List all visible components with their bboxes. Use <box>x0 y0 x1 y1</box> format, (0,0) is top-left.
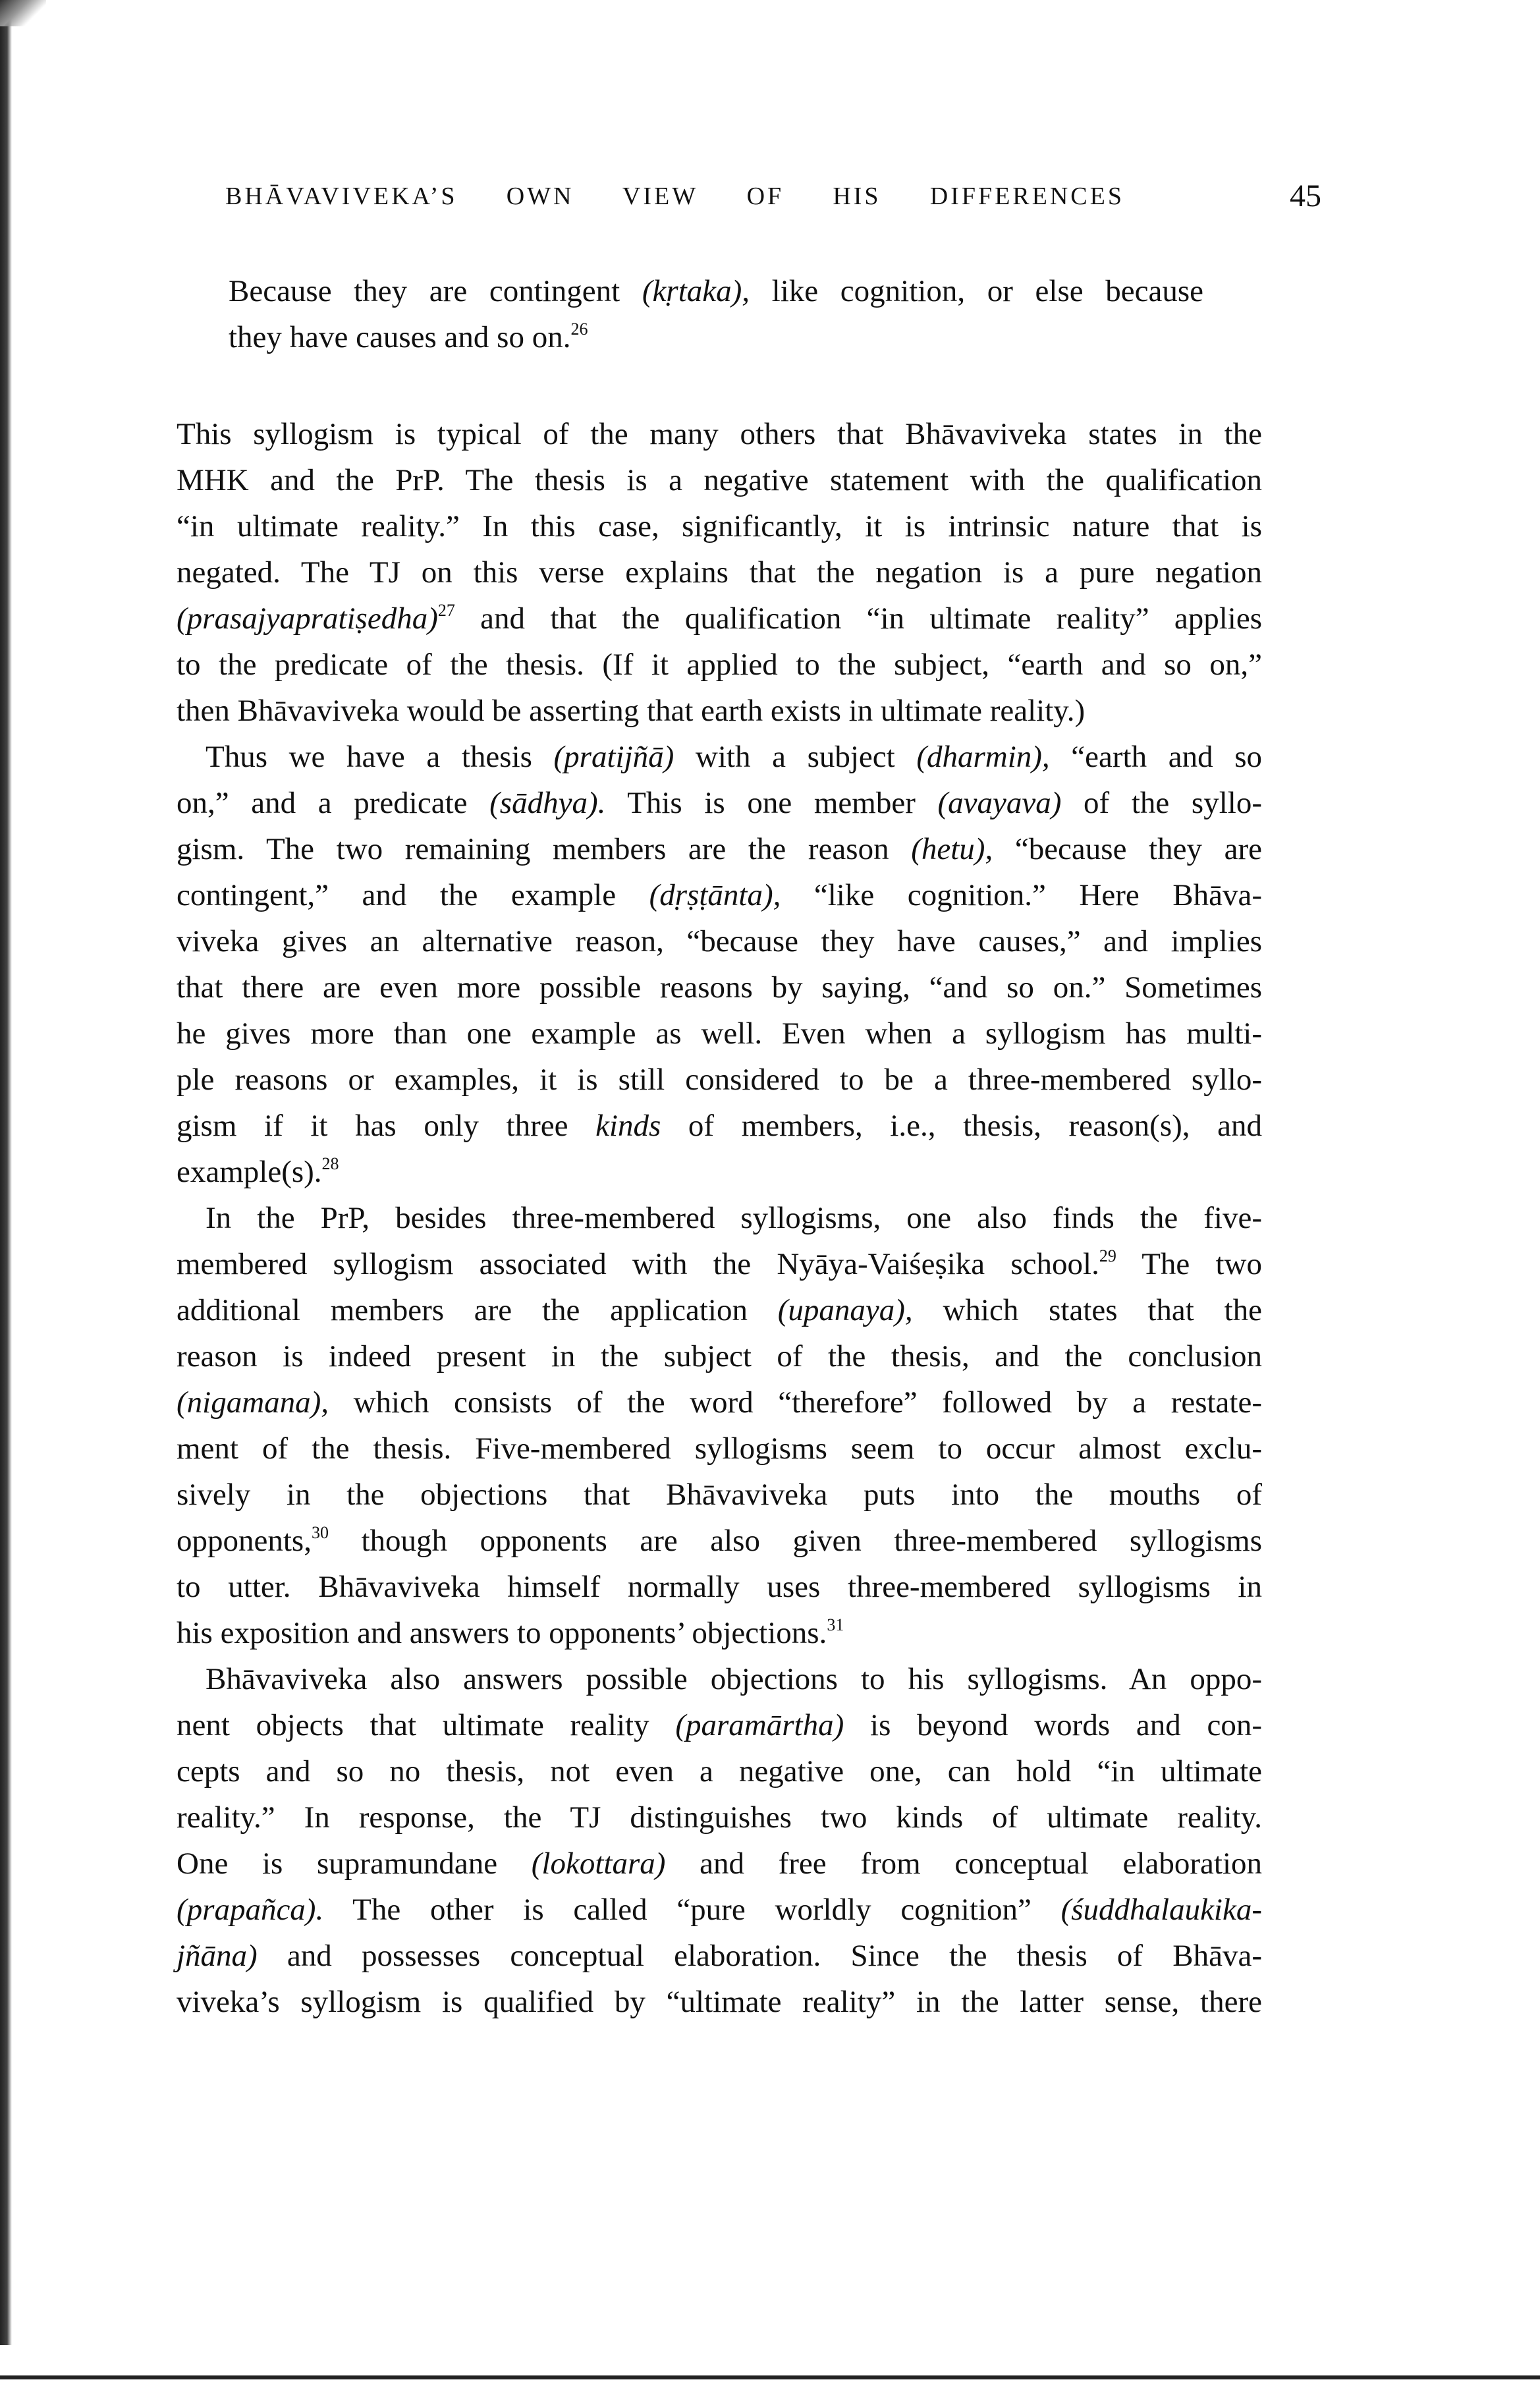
text-line <box>177 734 1262 780</box>
text-run: he gives more than one example as well. Even when a syllogism has multi- <box>177 1016 1262 1051</box>
footnote-ref: 28 <box>321 1154 339 1173</box>
text-line <box>229 268 1203 314</box>
italic-term: (pratijñā) <box>553 740 674 774</box>
text-run: sively in the objections that Bhāvaviveka puts into the mouths of <box>177 1478 1262 1512</box>
text-run: MHK and the PrP. The thesis is a negative statement with the qualification <box>177 463 1262 497</box>
footnote-ref: 26 <box>570 319 588 339</box>
text-run: Thus we have a thesis <box>206 740 554 774</box>
text-run: they have causes and so on. <box>229 320 571 354</box>
text-line <box>177 411 1262 457</box>
text-run: and free from conceptual elaboration <box>665 1846 1262 1881</box>
italic-term: (avayava) <box>937 786 1062 820</box>
footnote-ref: 31 <box>827 1615 844 1634</box>
italic-term: jñāna) <box>177 1939 258 1973</box>
text-run: which consists of the word “therefore” followed by a restate- <box>329 1385 1262 1420</box>
footnote-ref: 29 <box>1099 1246 1116 1265</box>
text-line <box>229 314 1203 360</box>
text-run: gism. The two remaining members are the reason <box>177 832 912 866</box>
scan-corner-shadow <box>0 0 46 26</box>
text-line <box>177 1472 1262 1518</box>
scan-bottom-edge <box>0 2375 1540 2379</box>
text-line <box>177 1841 1262 1887</box>
scan-edge-shadow <box>0 0 12 2345</box>
text-run: In the PrP, besides three-membered syllogisms, one also finds the five- <box>206 1201 1262 1235</box>
text-line <box>177 549 1262 596</box>
text-run: with a subject <box>674 740 917 774</box>
text-run: The two <box>1116 1247 1262 1281</box>
italic-term: (paramārtha) <box>675 1708 844 1742</box>
text-line <box>177 1564 1262 1610</box>
text-run: membered syllogism associated with the Nyāya-Vaiśeṣika school. <box>177 1247 1099 1281</box>
text-run: reality.” In response, the TJ distinguishes two kinds of ultimate reality. <box>177 1800 1262 1835</box>
text-run: “because they are <box>993 832 1262 866</box>
text-run: negated. The TJ on this verse explains that the negation is a pure negation <box>177 555 1262 590</box>
text-run: to utter. Bhāvaviveka himself normally uses three-membered syllogisms in <box>177 1570 1262 1604</box>
text-line <box>177 1794 1262 1841</box>
text-line <box>177 1979 1262 2025</box>
text-line <box>177 457 1262 503</box>
running-head: BHĀVAVIVEKA’S OWN VIEW OF HIS DIFFERENCES <box>225 182 1124 210</box>
text-line <box>177 1887 1262 1933</box>
text-run: of members, i.e., thesis, reason(s), and <box>661 1109 1262 1143</box>
text-line <box>177 964 1262 1011</box>
text-run: and that the qualification “in ultimate reality” applies <box>454 601 1262 636</box>
italic-term: (lokottara) <box>531 1846 666 1881</box>
text-line <box>177 1011 1262 1057</box>
text-line <box>177 1057 1262 1103</box>
text-run: then Bhāvaviveka would be asserting that earth exists in ultimate reality.) <box>177 694 1086 728</box>
body-text <box>177 411 1262 2025</box>
text-run: of the syllo- <box>1061 786 1262 820</box>
italic-term: (dṛṣṭānta), <box>649 878 781 912</box>
text-line <box>177 780 1262 826</box>
text-run: contingent,” and the example <box>177 878 649 912</box>
text-run: Bhāvaviveka also answers possible objections to his syllogisms. An oppo- <box>206 1662 1262 1696</box>
text-run: on,” and a predicate <box>177 786 490 820</box>
text-run: ple reasons or examples, it is still considered to be a three-membered syllo- <box>177 1063 1262 1097</box>
text-line <box>177 1702 1262 1748</box>
text-run: “in ultimate reality.” In this case, significantly, it is intrinsic nature that is <box>177 509 1262 543</box>
text-line <box>177 1933 1262 1979</box>
text-line <box>177 1103 1262 1149</box>
text-run: is beyond words and con- <box>844 1708 1262 1742</box>
text-line <box>177 918 1262 964</box>
italic-term: (prapañca). <box>177 1893 324 1927</box>
text-run: though opponents are also given three-membered syllogisms <box>328 1524 1262 1558</box>
text-run: This is one member <box>605 786 938 820</box>
page-number: 45 <box>1290 179 1321 213</box>
text-line <box>177 1748 1262 1794</box>
text-line <box>177 1379 1262 1426</box>
text-line <box>177 1518 1262 1564</box>
italic-term: (dharmin), <box>916 740 1050 774</box>
italic-term: (kṛtaka), <box>642 274 750 308</box>
footnote-ref: 30 <box>311 1523 329 1542</box>
text-line <box>177 1610 1262 1656</box>
text-run: and possesses conceptual elaboration. Since the thesis of Bhāva- <box>257 1939 1262 1973</box>
text-line <box>177 1656 1262 1702</box>
text-run: additional members are the application <box>177 1293 778 1327</box>
text-line <box>177 688 1262 734</box>
text-line <box>177 1149 1262 1195</box>
text-run: which states that the <box>912 1293 1262 1327</box>
footnote-ref: 27 <box>437 601 455 620</box>
text-run: nent objects that ultimate reality <box>177 1708 676 1742</box>
italic-term: kinds <box>595 1109 661 1143</box>
text-run: ment of the thesis. Five-membered syllogisms seem to occur almost exclu- <box>177 1431 1262 1466</box>
text-run: “like cognition.” Here Bhāva- <box>781 878 1262 912</box>
text-run: that there are even more possible reasons by saying, “and so on.” Sometimes <box>177 970 1262 1005</box>
italic-term: (sādhya). <box>489 786 606 820</box>
italic-term: (upanaya), <box>777 1293 913 1327</box>
text-line <box>177 596 1262 642</box>
italic-term: (prasajyapratiṣedha) <box>177 601 438 636</box>
text-run: viveka’s syllogism is qualified by “ultimate reality” in the latter sense, there <box>177 1985 1262 2019</box>
text-line <box>177 503 1262 549</box>
text-line <box>177 642 1262 688</box>
text-run: Because they are contingent <box>229 274 642 308</box>
text-run: One is supramundane <box>177 1846 532 1881</box>
text-line <box>177 1426 1262 1472</box>
text-run: viveka gives an alternative reason, “because they have causes,” and implies <box>177 924 1262 958</box>
text-run: example(s). <box>177 1155 322 1189</box>
text-run: opponents, <box>177 1524 312 1558</box>
italic-term: (hetu), <box>911 832 993 866</box>
text-line <box>177 872 1262 918</box>
text-run: gism if it has only three <box>177 1109 596 1143</box>
text-run: “earth and so <box>1049 740 1262 774</box>
text-run: reason is indeed present in the subject of the thesis, and the conclusion <box>177 1339 1262 1373</box>
text-line <box>177 826 1262 872</box>
text-line <box>177 1195 1262 1241</box>
text-run: to the predicate of the thesis. (If it applied to the subject, “earth and so on,” <box>177 648 1262 682</box>
italic-term: (śuddhalaukika- <box>1060 1893 1262 1927</box>
text-run: like cognition, or else because <box>750 274 1203 308</box>
text-run: The other is called “pure worldly cognition” <box>323 1893 1061 1927</box>
italic-term: (nigamana), <box>177 1385 329 1420</box>
text-line <box>177 1333 1262 1379</box>
text-run: cepts and so no thesis, not even a negative one, can hold “in ultimate <box>177 1754 1262 1789</box>
text-run: his exposition and answers to opponents’ objections. <box>177 1616 827 1650</box>
block-quote <box>229 268 1203 360</box>
text-line <box>177 1241 1262 1287</box>
text-run: This syllogism is typical of the many others that Bhāvaviveka states in the <box>177 417 1262 451</box>
text-line <box>177 1287 1262 1333</box>
